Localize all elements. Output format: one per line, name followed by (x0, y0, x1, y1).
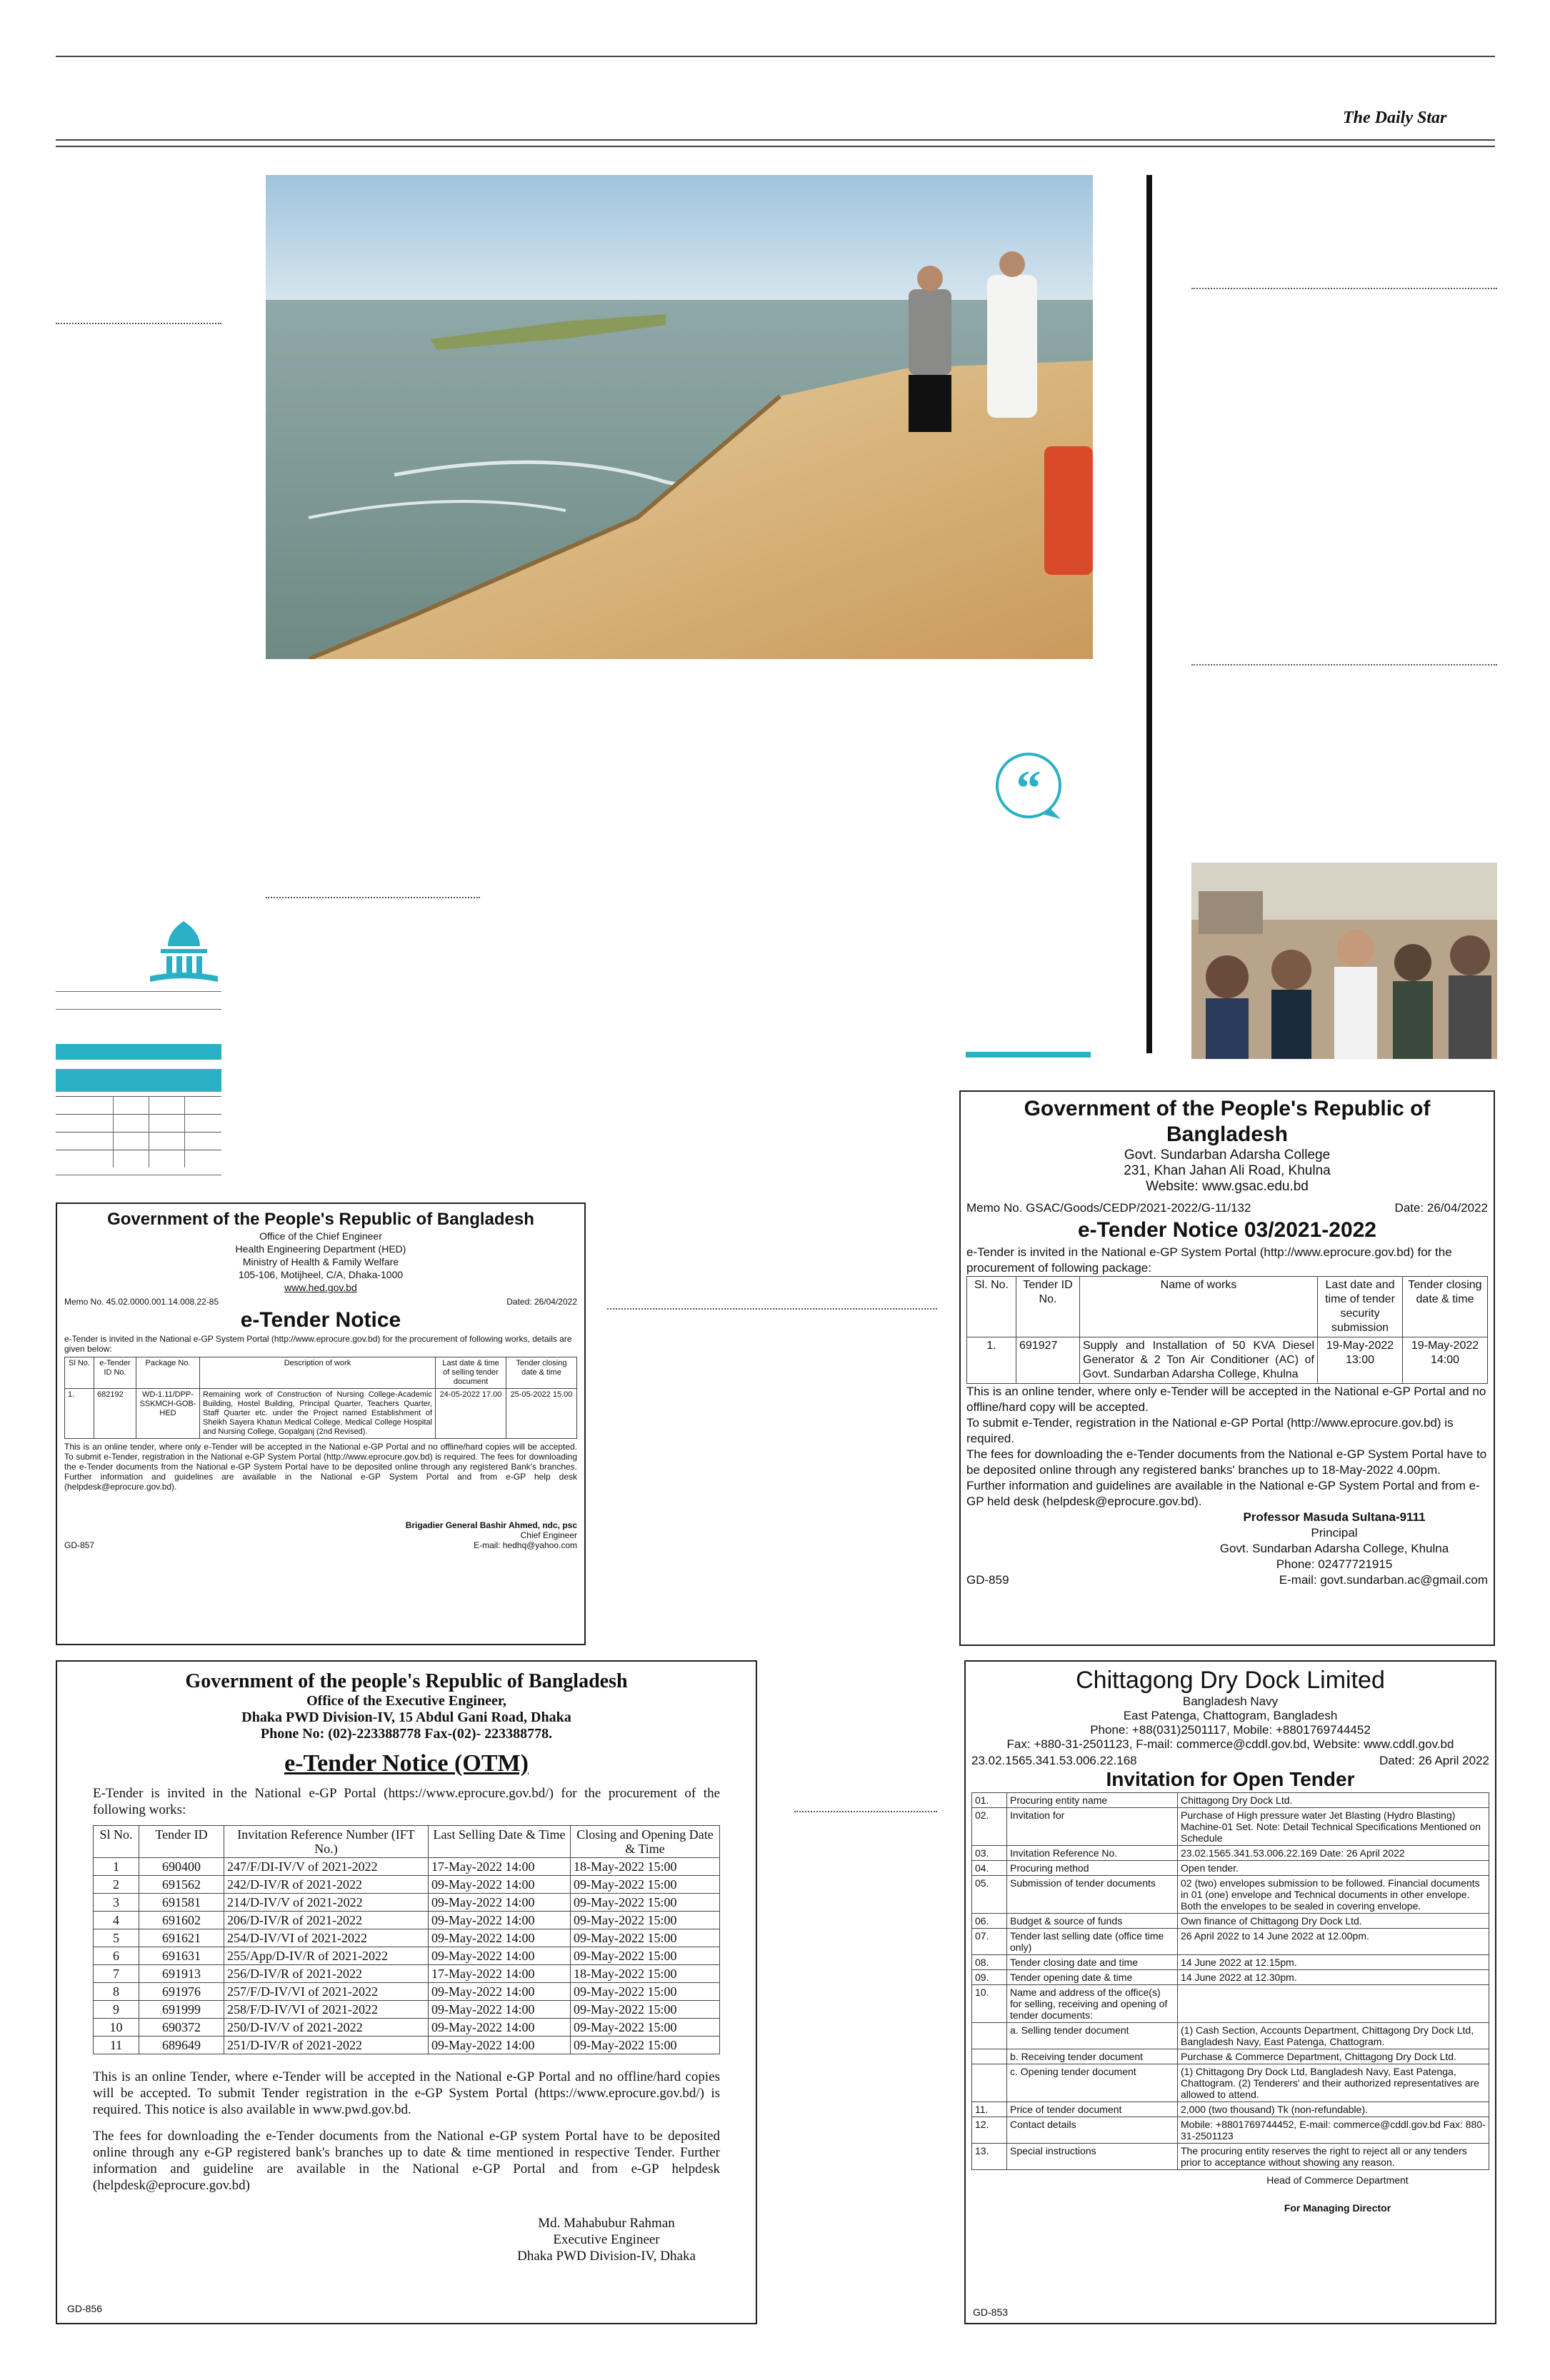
ad-signer-title: Chief Engineer (520, 1530, 577, 1540)
ad-govt-title: Government of the People's Republic of Bangladesh (1024, 1097, 1431, 1146)
masthead-logo: The Daily Star (1343, 109, 1447, 127)
ad-govt-title: Government of the people's Republic of Bangladesh (185, 1670, 628, 1692)
ad-ref: 23.02.1565.341.53.006.22.168 (971, 1754, 1137, 1767)
ad-memo: Memo No. GSAC/Goods/CEDP/2021-2022/G-11/132 (966, 1201, 1251, 1215)
table-row: 09. Tender opening date & time 14 June 2022 at 12.30pm. (972, 1970, 1489, 1985)
ad-para-3: The fees for downloading the e-Tender documents from the National e-GP System Portal have to be deposited online through any registered banks' branches up to 18-May-2022 4.00pm. (966, 1447, 1487, 1477)
ad-company-name: Chittagong Dry Dock Limited (1076, 1667, 1385, 1694)
table-row: 7 691913 256/D-IV/R of 2021-2022 17-May-2022 14:00 18-May-2022 15:00 (94, 1965, 720, 1983)
table-row: 5 691621 254/D-IV/VI of 2021-2022 09-May-2022 14:00 09-May-2022 15:00 (94, 1929, 720, 1947)
ad-notice-title: e-Tender Notice (OTM) (284, 1750, 529, 1777)
table-row: 6 691631 255/App/D-IV/R of 2021-2022 09-May-2022 14:00 09-May-2022 15:00 (94, 1947, 720, 1965)
ad-tender-table (971, 1792, 1489, 2170)
ad-body: This is an online tender, where only e-Tender will be accepted in the National e-GP Portal and no offline/hard copies will be accepted. To submit e-Tender, registration in the National e-GP System Portal (http://www.eprocure.gov.bd) is required. The fees for downloading the e-Tender documents from the National e-GP System Portal have to be deposited online through any registered Bank's branches. Further information and guidelines are available in the National e-GP System Portal and from e-GP help desk (helpdesk@eprocure.gov.bd). (64, 1442, 577, 1492)
ad-signer-org: Govt. Sundarban Adarsha College, Khulna (1219, 1542, 1449, 1555)
ad-ministry: Ministry of Health & Family Welfare (242, 1256, 399, 1267)
ad-address: 105-106, Motijheel, C/A, Dhaka-1000 (238, 1269, 404, 1280)
table-row: 11. Price of tender document 2,000 (two thousand) Tk (non-refundable). (972, 2102, 1489, 2117)
table-row: 13. Special instructions The procuring entity reserves the right to reject all or any tenders prior to acceptance without showing any reason. (972, 2144, 1489, 2170)
table-row: 4 691602 206/D-IV/R of 2021-2022 09-May-2022 14:00 09-May-2022 15:00 (94, 1912, 720, 1929)
ad-gsac-etender (959, 1090, 1495, 1646)
ad-intro: e-Tender is invited in the National e-GP System Portal (http://www.eprocure.gov.bd) for the procurement of following package: (966, 1245, 1452, 1275)
crowd-photo (1191, 863, 1497, 1059)
table-row: 10. Name and address of the office(s) for selling, receiving and opening of tender documents: (972, 1985, 1489, 2023)
ad-address: 231, Khan Jahan Ali Road, Khulna (1124, 1163, 1331, 1178)
ad-date: Dated: 26 April 2022 (1379, 1754, 1489, 1767)
table-row: 2 691562 242/D-IV/R of 2021-2022 09-May-2022 14:00 09-May-2022 15:00 (94, 1876, 720, 1894)
table-row: 11 689649 251/D-IV/R of 2021-2022 09-May-2022 14:00 09-May-2022 15:00 (94, 2037, 720, 2054)
table-row: 3 691581 214/D-IV/V of 2021-2022 09-May-2022 14:00 09-May-2022 15:00 (94, 1894, 720, 1912)
ad-para-1: This is an online tender, where only e-Tender will be accepted in the National e-GP Portal and no offline/hard copy will be accepted. (966, 1385, 1486, 1414)
ad-phone: Phone No: (02)-223388778 Fax-(02)- 223388778. (260, 1726, 553, 1742)
ad-office: Office of the Executive Engineer, (306, 1693, 506, 1709)
ad-address: Dhaka PWD Division-IV, 15 Abdul Gani Road, Dhaka (241, 1709, 571, 1725)
ad-hed-etender (56, 1202, 586, 1645)
quote-icon (993, 751, 1064, 823)
table-row: 1 690400 247/F/DI-IV/V of 2021-2022 17-May-2022 14:00 18-May-2022 15:00 (94, 1858, 720, 1876)
institution-icon (146, 918, 221, 989)
flood-embankment-photo (266, 175, 1093, 659)
ad-college: Govt. Sundarban Adarsha College (1124, 1148, 1331, 1163)
ad-date: Dated: 26/04/2022 (506, 1297, 577, 1307)
ad-navy: Bangladesh Navy (1182, 1694, 1279, 1708)
table-row: 01. Procuring entity name Chittagong Dry Dock Ltd. (972, 1793, 1489, 1808)
table-row: 04. Procuring method Open tender. (972, 1861, 1489, 1876)
ad-date: Date: 26/04/2022 (1394, 1201, 1488, 1215)
ad-phone: Phone: +88(031)2501117, Mobile: +8801769744452 (1090, 1723, 1371, 1737)
ad-phone: Phone: 02477721915 (1276, 1557, 1393, 1571)
ad-address: East Patenga, Chattogram, Bangladesh (1123, 1709, 1338, 1722)
table-row: c. Opening tender document (1) Chittagong Dry Dock Ltd, Bangladesh Navy, East Patenga, Chattogram. (2) Tenderers' and their authorized representatives are allowed to attend. (972, 2064, 1489, 2102)
table-row: 02. Invitation for Purchase of High pressure water Jet Blasting (Hydro Blasting) Machine-01 Set. Note: Detail Technical Specifications Mentioned on Schedule (972, 1808, 1489, 1846)
ad-pwd-etender (56, 1660, 757, 2324)
table-row: b. Receiving tender document Purchase & Commerce Department, Chittagong Dry Dock Ltd. (972, 2049, 1489, 2064)
ad-tender-table: Sl. No. Tender ID No. Name of works Last date and time of tender security submission Tender closing date & time 1. 691927 Supply and Installation of 50 KVA Diesel Generator & 2 Ton Air Conditioner (AC) of Govt. Sundarban Adarsha College, Khulna 19-May-2022 13:00 19-May-2022 14:00 (966, 1276, 1488, 1384)
ad-fax: Fax: +880-31-2501123, F-mail: commerce@cddl.gov.bd, Website: www.cddl.gov.bd (1006, 1737, 1454, 1751)
ad-para-2: The fees for downloading the e-Tender documents from the National e-GP system Portal have to be deposited online through any e-GP registered bank's branches up to date & time mentioned in respective Tender. Further information and guideline are available in the National e-GP Portal and from e-GP helpdesk (helpdesk@eprocure.gov.bd) (93, 2129, 720, 2193)
ad-para-2: To submit e-Tender, registration in the National e-GP Portal (http://www.eprocure.gov.bd) is required. (966, 1416, 1454, 1445)
ad-signer: Professor Masuda Sultana-9111 (1243, 1510, 1426, 1524)
table-row: 05. Submission of tender documents 02 (two) envelopes submission to be followed. Financial documents in 01 (one) envelope and Technical documents in other envelope. Both the envelopes to be sealed in covering envelope. (972, 1876, 1489, 1914)
ad-code: GD-856 (67, 2303, 103, 2314)
ad-notice-title: e-Tender Notice (240, 1308, 401, 1332)
ad-para-4: Further information and guidelines are available in the National e-GP System Portal and from e-GP held desk (helpdesk@eprocure.gov.bd). (966, 1479, 1480, 1508)
ad-website-link[interactable]: www.hed.gov.bd (284, 1282, 357, 1293)
ad-govt-title: Government of the People's Republic of Bangladesh (107, 1210, 534, 1229)
ad-code: GD-857 (64, 1540, 95, 1550)
ad-dept: Health Engineering Department (HED) (235, 1243, 406, 1255)
ad-office: Office of the Chief Engineer (259, 1230, 382, 1242)
ad-notice-title: Invitation for Open Tender (1106, 1768, 1355, 1790)
ad-cddl-tender (964, 1660, 1496, 2324)
ad-tender-table: Sl No. Tender ID Invitation Reference Number (IFT No.) Last Selling Date & Time Closing and Opening Date & Time 1 690400 247/F/DI-IV/V of 2021-2022 17-May-2022 14:00 18-May-2022 15:00 2 691562 242/D-IV/R of 2021-2022 09-May-2022 14:00 09-May-2022 15:00 3 691581 214/D-IV/V of 2021-2022 09-May-2022 14:00 09-May-2022 15:00 4 691602 206/D-IV/R of 2021-2022 09-May-2022 14:00 09-May-2022 15:00 5 691621 254/D-IV/VI of 2021-2022 09-May-2022 14:00 09-May-2022 15:00 6 691631 255/App/D-IV/R of 2021-2022 09-May-2022 14:00 09-May-2022 15:00 7 691913 256/D-IV/R of 2021-2022 17-May-2022 14:00 18-May-2022 15:00 8 691976 257/F/D-IV/VI of 2021-2022 09-May-2022 14:00 09-May-2022 15:00 9 691999 258/F/D-IV/VI of 2021-2022 09-May-2022 14:00 09-May-2022 15:00 10 690372 250/D-IV/V of 2021-2022 09-May-2022 14:00 09-May-2022 15:00 11 689649 251/D-IV/R of 2021-2022 09-May-2022 14:00 09-May-2022 15:00 (93, 1825, 720, 2054)
svg-text:“: “ (1016, 761, 1041, 816)
table-row: 10 690372 250/D-IV/V of 2021-2022 09-May-2022 14:00 09-May-2022 15:00 (94, 2019, 720, 2037)
ad-signer: Md. Mahabubur Rahman (538, 2216, 675, 2231)
table-row: 8 691976 257/F/D-IV/VI of 2021-2022 09-May-2022 14:00 09-May-2022 15:00 (94, 1983, 720, 2001)
ad-code: GD-853 (973, 2306, 1009, 2318)
table-row: 08. Tender closing date and time 14 June 2022 at 12.15pm. (972, 1955, 1489, 1970)
ad-tender-table: Sl No. e-Tender ID No. Package No. Description of work Last date & time of selling tender document Tender closing date & time 1. 682192 WD-1.11/DPP-SSKMCH-GOB-HED Remaining work of Construction of Nursing College-Academic Building, Hostel Building, Principal Quarter, Teachers Quarter, Staff Quarter etc. under the Project named Establishment of Sheikh Sayera Khatun Medical College, Medical College Hospital and Nursing College, Gopalganj (2nd Revised). 24-05-2022 17.00 25-05-2022 15.00 (64, 1357, 577, 1439)
ad-email: E-mail: govt.sundarban.ac@gmail.com (1279, 1573, 1488, 1587)
ad-email: E-mail: hedhq@yahoo.com (474, 1540, 577, 1550)
ad-intro: E-Tender is invited in the National e-GP Portal (https://www.eprocure.gov.bd/) for the procurement of the following works: (93, 1786, 720, 1817)
table-row: 03. Invitation Reference No. 23.02.1565.341.53.006.22.169 Date: 26 April 2022 (972, 1846, 1489, 1861)
table-row: 1. 691927 Supply and Installation of 50 KVA Diesel Generator & 2 Ton Air Conditioner (AC) of Govt. Sundarban Adarsha College, Khulna 19-May-2022 13:00 19-May-2022 14:00 (967, 1337, 1488, 1384)
ad-signer-org: Dhaka PWD Division-IV, Dhaka (517, 2249, 696, 2264)
ad-signer: Brigadier General Bashir Ahmed, ndc, psc (405, 1520, 577, 1530)
ad-signer-title: Principal (1311, 1526, 1358, 1540)
ad-memo: Memo No. 45.02.0000.001.14.008.22-85 (64, 1297, 219, 1307)
ad-for: For Managing Director (1284, 2202, 1391, 2214)
ad-signer-title: Head of Commerce Department (1266, 2174, 1409, 2186)
table-row: 06. Budget & source of funds Own finance of Chittagong Dry Dock Ltd. (972, 1914, 1489, 1929)
table-row: 07. Tender last selling date (office time only) 26 April 2022 to 14 June 2022 at 12.00pm. (972, 1929, 1489, 1955)
table-row: 9 691999 258/F/D-IV/VI of 2021-2022 09-May-2022 14:00 09-May-2022 15:00 (94, 2001, 720, 2019)
ad-code: GD-859 (966, 1573, 1009, 1587)
ad-intro: e-Tender is invited in the National e-GP System Portal (http://www.eprocure.gov.bd) for the procurement of following works, details are given below: (64, 1334, 572, 1354)
ad-signer-title: Executive Engineer (553, 2232, 660, 2247)
ad-para-1: This is an online Tender, where e-Tender will be accepted in the National e-GP Portal and no offline/hard copies will be accepted. To submit Tender registration in the e-GP System Portal (https://www.eprocure.gov.bd/) is required. This notice is also available in www.pwd.gov.bd. (93, 2069, 720, 2117)
table-row: a. Selling tender document (1) Cash Section, Accounts Department, Chittagong Dry Dock Ltd, Bangladesh Navy, East Patenga, Chattogram. (972, 2023, 1489, 2049)
ad-notice-title: e-Tender Notice 03/2021-2022 (1078, 1218, 1376, 1242)
table-row: 12. Contact details Mobile: +8801769744452, E-mail: commerce@cddl.gov.bd Fax: 880-31-2501123 (972, 2117, 1489, 2144)
table-row: 1. 682192 WD-1.11/DPP-SSKMCH-GOB-HED Remaining work of Construction of Nursing College-Academic Building, Hostel Building, Principal Quarter, Teachers Quarter, Staff Quarter etc. under the Project named Establishment of Sheikh Sayera Khatun Medical College, Medical College Hospital and Nursing College, Gopalganj (2nd Revised). 24-05-2022 17.00 25-05-2022 15.00 (65, 1389, 577, 1439)
ad-website-link[interactable]: Website: www.gsac.edu.bd (1146, 1179, 1309, 1194)
